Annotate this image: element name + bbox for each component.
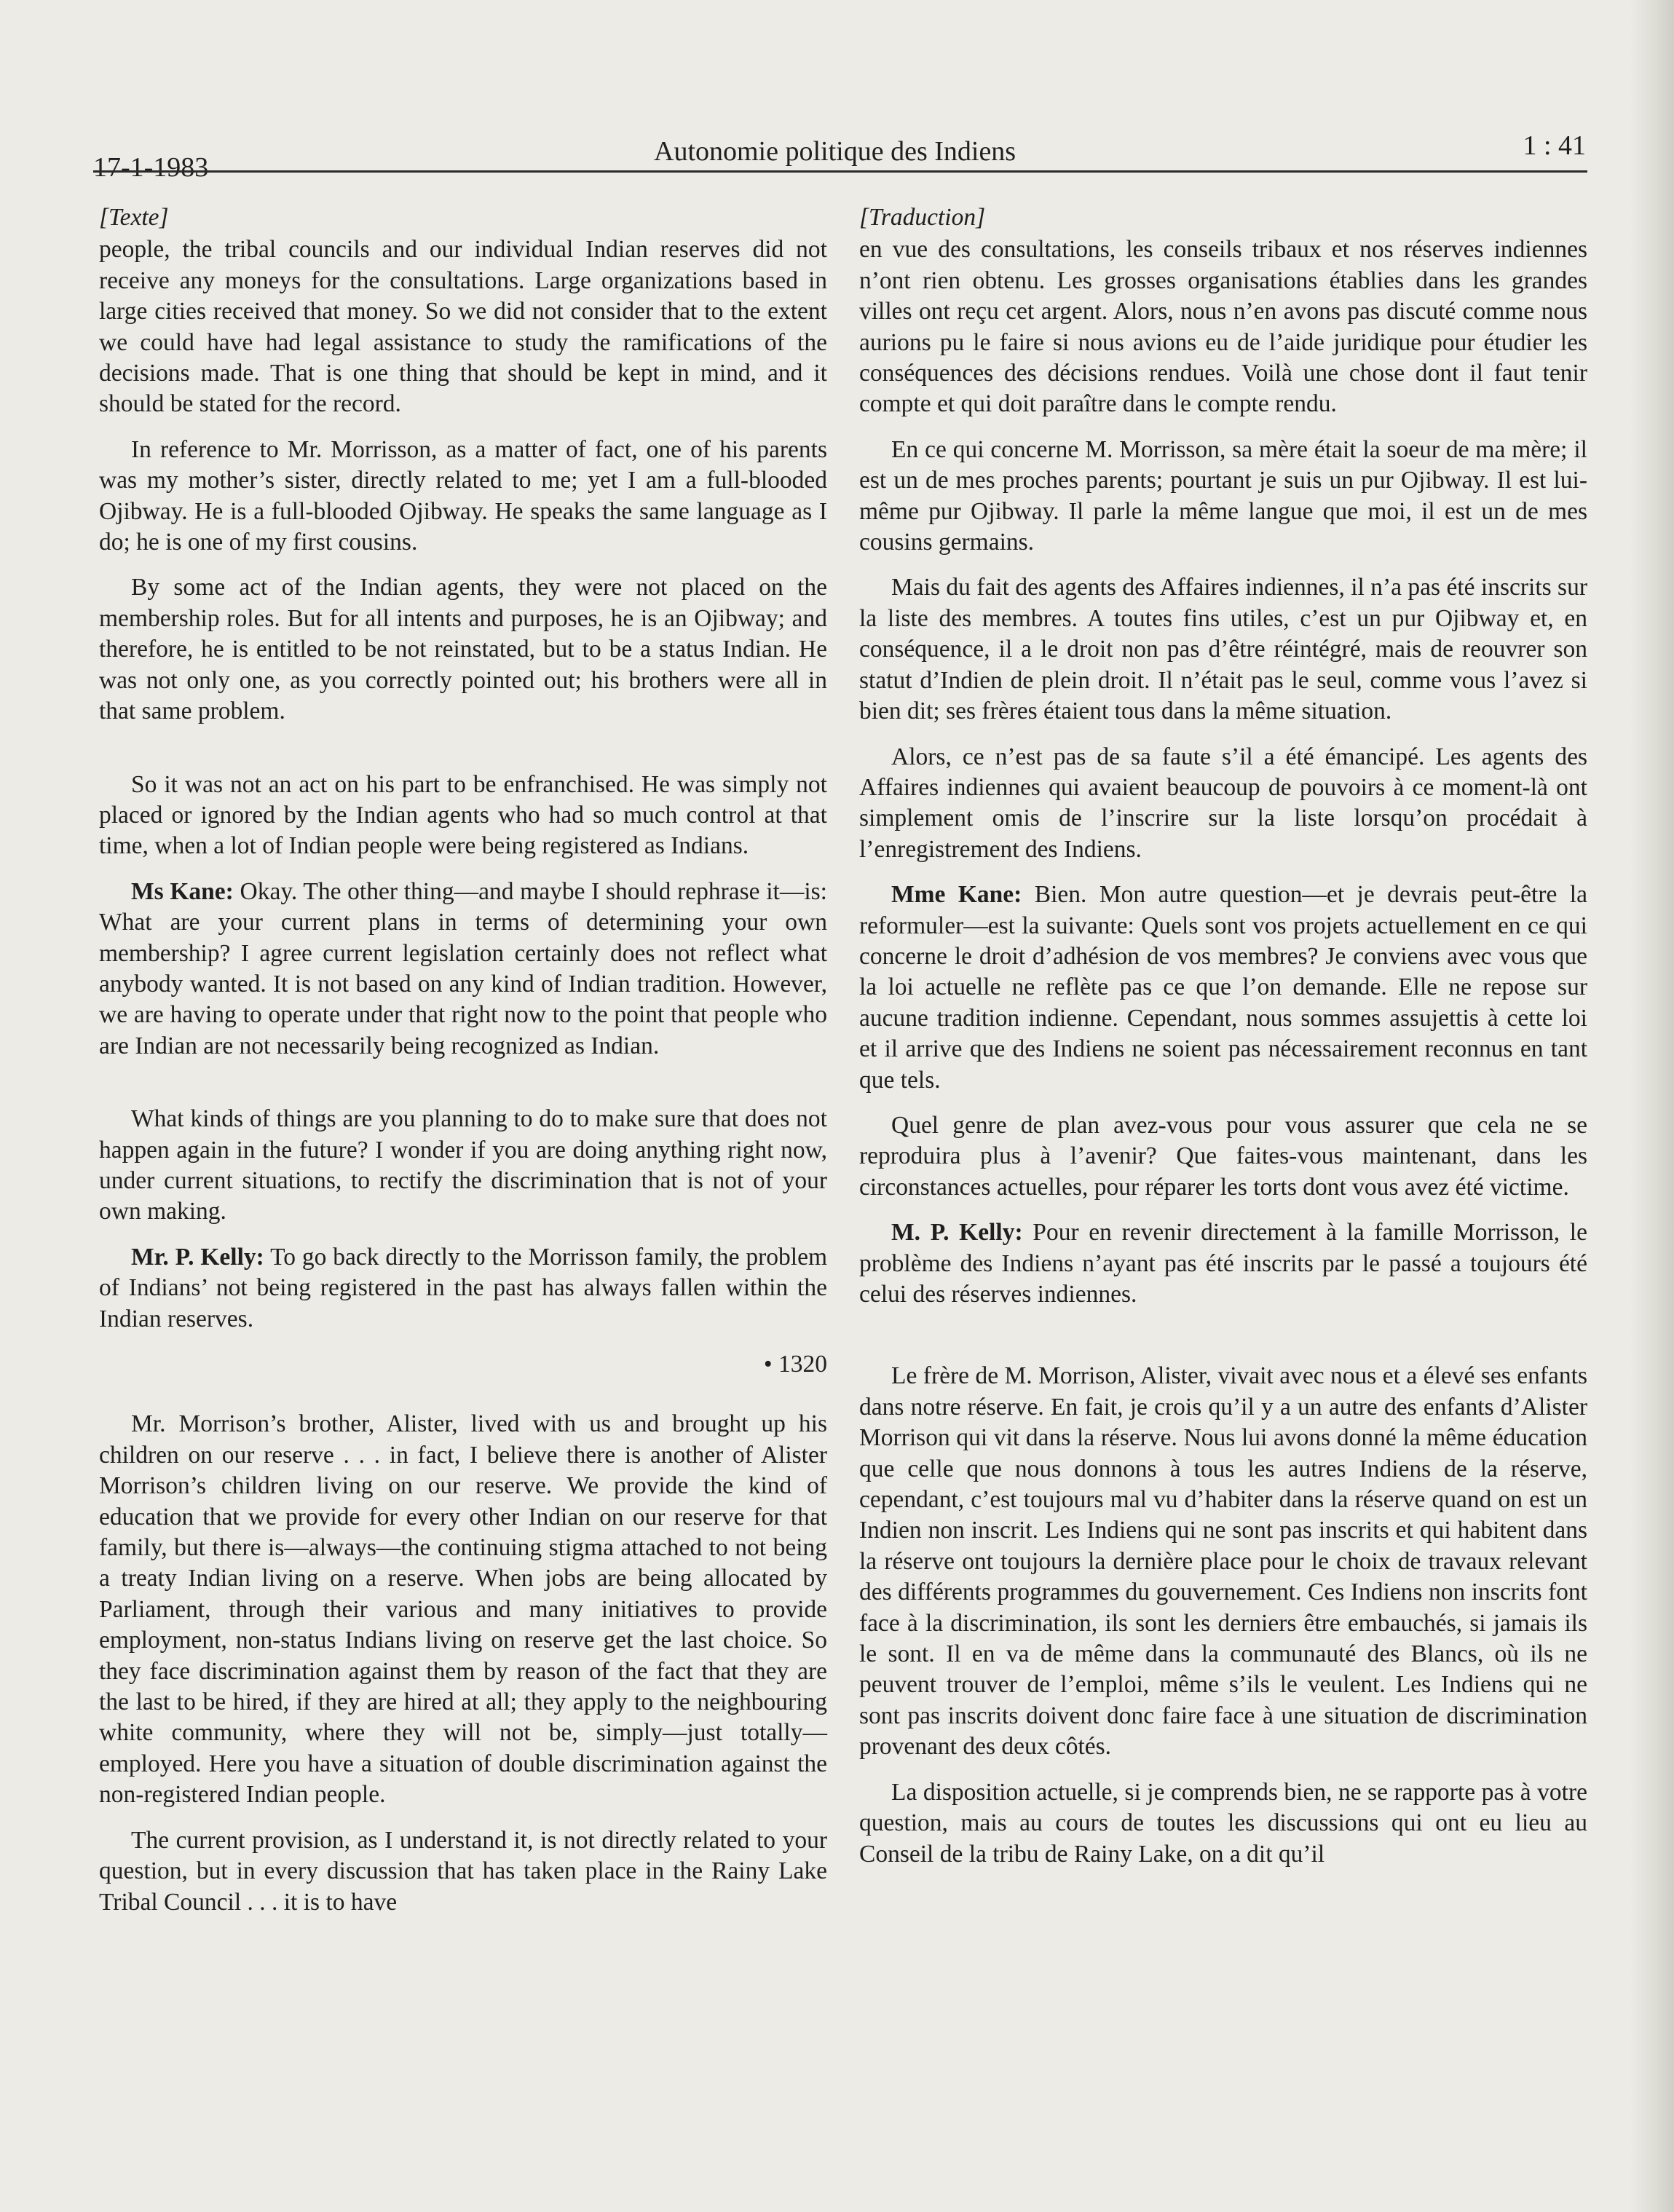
paragraph: What kinds of things are you planning to do to make sure that does not happen again in the future? I wonder if you are doing anything right now, under current situations, to rectify the discrimination that is not of your own making. <box>99 1105 827 1225</box>
column-label-traduction: [Traduction] <box>859 204 986 231</box>
header-page-number: 1 : 41 <box>1523 130 1586 161</box>
speech-text: Bien. Mon autre question—et je devrais peut-être la reformuler—est la suivante: Quels sont vos projets actuellement en ce qui concerne le droit d’adhésion de vos membres? Je conviens avec vous que la loi actuelle ne reflète pas ce que l’on demande. Elle ne repose sur aucune tradition indienne. Cependant, nous sommes assujettis à cette loi et il arrive que des Indiens ne soient pas nécessairement reconnus en tant que tels. <box>859 881 1587 1094</box>
english-column <box>99 202 827 1932</box>
speaker-name: Mr. P. Kelly: <box>131 1243 264 1271</box>
speaker-name: M. P. Kelly: <box>891 1219 1023 1247</box>
paragraph-m-kelly <box>859 1217 1587 1310</box>
speech-text: To go back directly to the Morrisson family, the problem of Indians’ not being registered in the past has always fallen within the Indian reserves. <box>99 1243 828 1332</box>
paragraph: en vue des consultations, les conseils tribaux et nos réserves indiennes n’ont rien obtenu. Les grosses organisations établies dans les grandes villes ont reçu cet argent. Alors, nous n’en avons pas discuté comme nous aurions pu le faire si nous avions eu de l’aide juridique pour étudier les conséquences des décisions rendues. Voilà une chose dont il faut tenir compte et qui doit paraître dans le compte rendu. <box>859 236 1587 418</box>
paragraph-mme-kane <box>859 880 1587 1096</box>
paragraph: En ce qui concerne M. Morrisson, sa mère était la soeur de ma mère; il est un de mes proches parents; pourtant je suis un pur Ojibway. Il est lui-même pur Ojibway. Il parle la même langue que moi, il est un de mes cousins germains. <box>859 435 1587 556</box>
paragraph: Mr. Morrison’s brother, Alister, lived with us and brought up his children on our reserve . . . in fact, I believe there is another of Alister Morrison’s children living on our reserve. We provide the kind of education that we provide for every other Indian on our reserve for that family, but there is—always—the continuing stigma attached to not being a treaty Indian living on a reserve. When jobs are being allocated by Parliament, through their various and many initiatives to provide employment, non-status Indians living on reserve get the last choice. So they face discrimination against them by reason of the fact that they are the last to be hired, if they are hired at all; they apply to the neighbouring white community, where they will not be, simply—just totally—employed. Here you have a situation of double discrimination against the non-registered Indian people. <box>99 1410 827 1809</box>
paragraph: By some act of the Indian agents, they were not placed on the membership roles. But for all intents and purposes, he is an Ojibway; and therefore, he is entitled to be not reinstated, but to be a status Indian. He was not only one, as you correctly pointed out; his brothers were all in that same problem. <box>99 574 827 725</box>
paragraph: people, the tribal councils and our individual Indian reserves did not receive any moneys for the consultations. Large organizations based in large cities received that money. So we did not consider that to the extent we could have had legal assistance to study the ramifications of the decisions made. That is one thing that should be kept in mind, and it should be stated for the record. <box>99 236 827 418</box>
speech-text: Pour en revenir directement à la famille Morrisson, le problème des Indiens n’ayant pas été inscrits par le passé a toujours été celui des réserves indiennes. <box>859 1219 1587 1308</box>
paragraph: Le frère de M. Morrison, Alister, vivait avec nous et a élevé ses enfants dans notre réserve. En fait, je crois qu’il y a un autre des enfants d’Alister Morrison qui vit dans la réserve. Nous lui avons donné la même éducation que celle que nous donnons à tous les autres Indiens de la réserve, cependant, c’est toujours mal vu d’habiter dans la réserve quand on est un Indien non inscrit. Les Indiens qui ne sont pas inscrits et qui habitent dans la réserve ont toujours la dernière place pour le choix de travaux relevant des différents programmes du gouvernement. Ces Indiens non inscrits font face à la discrimination, ils sont les derniers être embauchés, si jamais ils le sont. Il en va de même dans la communauté des Blancs, où ils ne peuvent trouver de l’emploi, même s’ils le veulent. Les Indiens qui ne sont pas inscrits doivent donc faire face à une situation de discrimination provenant des deux côtés. <box>859 1362 1587 1761</box>
paragraph: La disposition actuelle, si je comprends bien, ne se rapporte pas à votre question, mais au cours de toutes les discussions qui ont eu lieu au Conseil de la tribu de Rainy Lake, on a dit qu’il <box>859 1778 1587 1868</box>
paragraph: Alors, ce n’est pas de sa faute s’il a été émancipé. Les agents des Affaires indiennes qui avaient beaucoup de pouvoirs à ce moment-là ont simplement omis de l’inscrire sur la liste lorsqu’on procédait à l’enregistrement des Indiens. <box>859 743 1587 863</box>
paragraph-mr-kelly <box>99 1242 827 1335</box>
page-edge-shadow <box>1630 0 1674 2212</box>
time-marker: • 1320 <box>763 1351 827 1378</box>
column-label-texte: [Texte] <box>99 204 169 231</box>
paragraph-ms-kane <box>99 877 827 1062</box>
speech-text: Okay. The other thing—and maybe I should rephrase it—is: What are your current plans in terms of determining your own membership? I agree current legislation certainly does not reflect what anybody wanted. It is not based on any kind of Indian tradition. However, we are having to operate under that right now to the point that people who are Indian are not necessarily being recognized as Indian. <box>99 877 827 1059</box>
paragraph: The current provision, as I understand it, is not directly related to your question, but in every discussion that has taken place in the Rainy Lake Tribal Council . . . it is to have <box>99 1826 827 1916</box>
paragraph: In reference to Mr. Morrisson, as a matter of fact, one of his parents was my mother’s sister, directly related to me; yet I am a full-blooded Ojibway. He is a full-blooded Ojibway. He speaks the same language as I do; he is one of my first cousins. <box>99 435 827 556</box>
speaker-name: Ms Kane: <box>131 877 234 905</box>
paragraph: So it was not an act on his part to be enfranchised. He was simply not placed or ignored by the Indian agents who had so much control at that time, when a lot of Indian people were being registered as Indians. <box>99 770 827 860</box>
header-date: 17-1-1983 <box>93 152 209 183</box>
paragraph: Mais du fait des agents des Affaires indiennes, il n’a pas été inscrits sur la liste des membres. A toutes fins utiles, c’est un pur Ojibway et, en conséquence, il a le droit non pas d’être réintégré, mais de reouvrer son statut d’Indien de plein droit. Il n’était pas le seul, comme vous l’avez si bien dit; ses frères étaient tous dans la même situation. <box>859 574 1587 725</box>
paragraph: Quel genre de plan avez-vous pour vous assurer que cela ne se reproduira plus à l’avenir? Que faites-vous maintenant, dans les circonstances actuelles, pour réparer les torts dont vous avez été victime. <box>859 1111 1587 1201</box>
french-column <box>859 202 1587 1884</box>
header-title: Autonomie politique des Indiens <box>654 136 1016 167</box>
speaker-name: Mme Kane: <box>891 881 1022 909</box>
header-rule <box>93 170 1587 173</box>
